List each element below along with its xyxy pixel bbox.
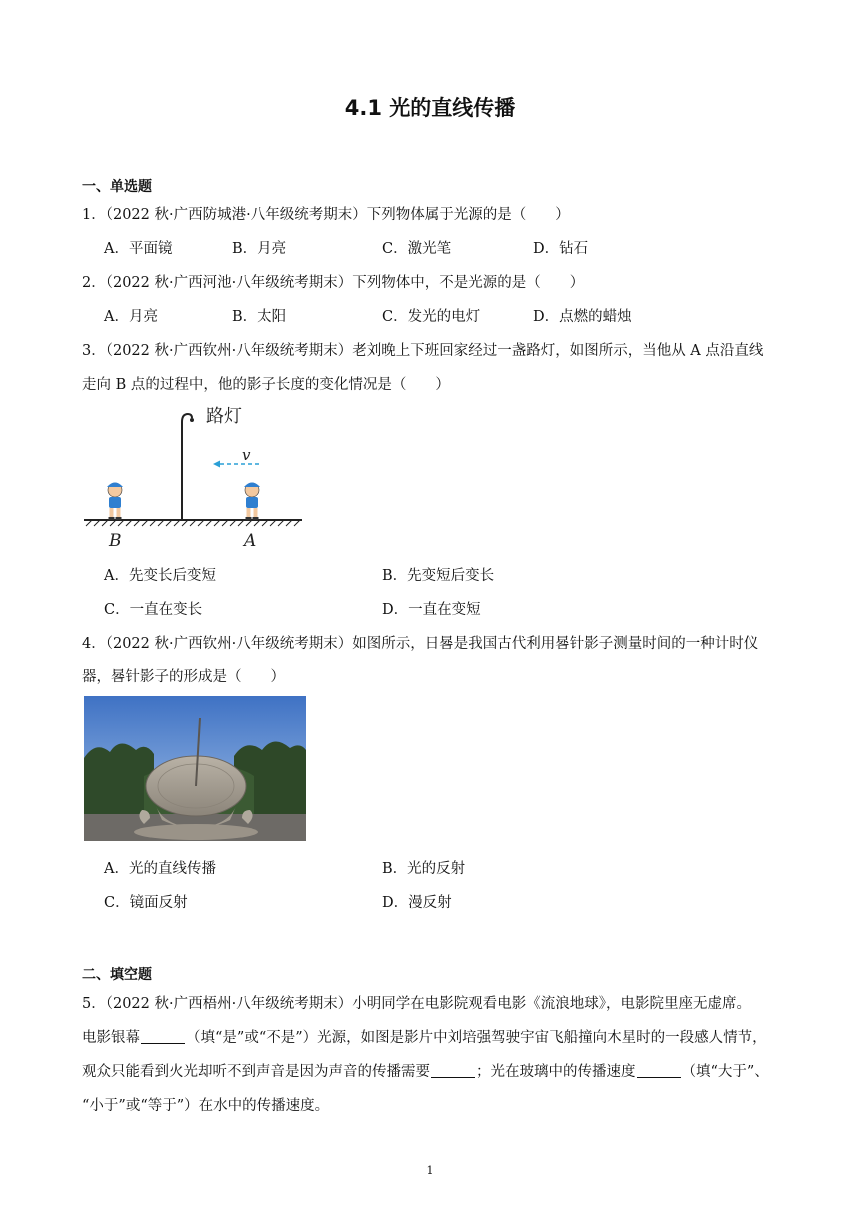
question-5-line-3-part-b: ；光在玻璃中的传播速度 (476, 1064, 636, 1080)
question-2-option-c: C．发光的电灯 (382, 309, 481, 325)
streetlamp-figure (82, 402, 307, 550)
question-3-stem-line-1: 3．（2022 秋·广西钦州·八年级统考期末）老刘晚上下班回家经过一盏路灯，如图所示，当他从 A 点沿直线 (82, 343, 764, 359)
question-4-stem-line-2: 器，晷针影子的形成是（ ） (82, 669, 285, 685)
question-4-option-b: B．光的反射 (382, 861, 466, 877)
lamp-label: 路灯 (206, 406, 242, 427)
answer-blank-3[interactable] (637, 1063, 681, 1078)
question-5-line-4: “小于”或“等于”）在水中的传播速度。 (82, 1098, 330, 1114)
question-3-option-c: C．一直在变长 (104, 602, 203, 618)
question-5-line-1: 5．（2022 秋·广西梧州·八年级统考期末）小明同学在电影院观看电影《流浪地球》，电影院里座无虚席。 (82, 996, 751, 1012)
answer-blank-2[interactable] (431, 1063, 475, 1078)
question-3-option-d: D．一直在变短 (382, 602, 481, 618)
question-2-option-a: A．月亮 (104, 309, 158, 325)
question-4-option-d: D．漫反射 (382, 895, 452, 911)
answer-blank-1[interactable] (141, 1029, 185, 1044)
point-b-label: B (109, 531, 122, 550)
question-5-line-3 (82, 1060, 769, 1081)
question-2-stem: 2．（2022 秋·广西河池·八年级统考期末）下列物体中，不是光源的是（ ） (82, 275, 585, 291)
page-title: 4.1 光的直线传播 (344, 96, 516, 120)
question-1-option-a: A．平面镜 (104, 241, 173, 257)
point-a-label: A (244, 531, 257, 550)
question-4-stem-line-1: 4．（2022 秋·广西钦州·八年级统考期末）如图所示，日晷是我国古代利用晷针影子测量时间的一种计时仪 (82, 636, 759, 652)
question-5-line-3-part-a: 观众只能看到火光却听不到声音是因为声音的传播需要 (82, 1064, 430, 1080)
question-3-option-b: B．先变短后变长 (382, 568, 495, 584)
question-1-option-d: D．钻石 (533, 241, 589, 257)
question-3-stem-line-2: 走向 B 点的过程中，他的影子长度的变化情况是（ ） (82, 377, 450, 393)
velocity-label: v (242, 446, 251, 464)
question-5-line-2 (82, 1026, 767, 1047)
lamp-bulb (190, 418, 194, 422)
question-5-line-2-part-a: 电影银幕 (82, 1030, 140, 1046)
question-2-option-d: D．点燃的蜡烛 (533, 309, 632, 325)
question-1-option-c: C．激光笔 (382, 241, 452, 257)
question-4-option-a: A．光的直线传播 (104, 861, 216, 877)
question-1-stem: 1．（2022 秋·广西防城港·八年级统考期末）下列物体属于光源的是（ ） (82, 207, 570, 223)
question-5-line-2-part-b: （填“是”或“不是”）光源，如图是影片中刘培强驾驶宇宙飞船撞向木星时的一段感人情节， (186, 1030, 767, 1046)
page-number: 1 (426, 1164, 434, 1177)
section-heading-single-choice: 一、单选题 (82, 179, 152, 195)
sundial-photo (84, 696, 306, 841)
section-heading-fill-blank: 二、填空题 (82, 967, 152, 983)
person-at-b-icon (107, 483, 123, 521)
question-1-option-b: B．月亮 (232, 241, 287, 257)
lamp-pole (182, 414, 192, 520)
velocity-arrowhead (213, 461, 220, 468)
person-at-a-icon (244, 483, 260, 521)
question-3-option-a: A．先变长后变短 (104, 568, 216, 584)
question-5-line-3-part-c: （填“大于”、 (681, 1064, 769, 1080)
question-2-option-b: B．太阳 (232, 309, 287, 325)
question-4-option-c: C．镜面反射 (104, 895, 188, 911)
